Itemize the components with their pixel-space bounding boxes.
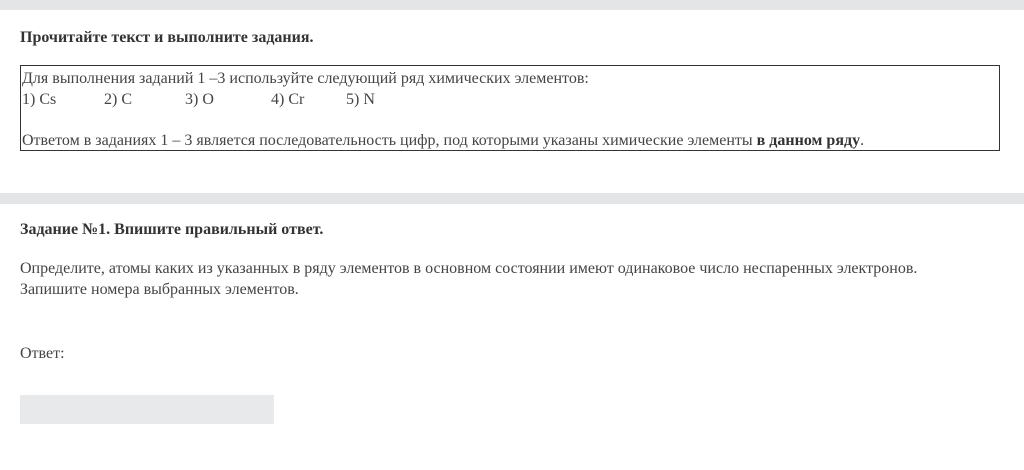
section-divider-band (0, 193, 1024, 204)
element-item-4: 4) Cr (271, 91, 305, 108)
info-line-answer-format (22, 130, 864, 151)
task-heading: Задание №1. Впишите правильный ответ. (20, 221, 324, 238)
element-item-5: 5) N (346, 91, 375, 108)
info-line-instructions: Для выполнения заданий 1 –3 используйте следующий ряд химических элементов: (22, 70, 589, 87)
task-instruction: Запишите номера выбранных элементов. (20, 280, 299, 298)
task-question: Определите, атомы каких из указанных в ряду элементов в основном состоянии имеют одинаковое число неспаренных электронов. (20, 260, 918, 277)
answer-format-emphasis: в данном ряду (756, 132, 861, 149)
elements-info-box (20, 65, 1000, 151)
top-divider-band (0, 0, 1024, 10)
task-body (20, 259, 999, 300)
element-item-2: 2) C (104, 91, 132, 108)
answer-label: Ответ: (20, 345, 65, 362)
element-item-1: 1) Cs (22, 91, 57, 108)
intro-heading: Прочитайте текст и выполните задания. (20, 29, 314, 46)
answer-format-text: Ответом в заданиях 1 – 3 является последовательность цифр, под которыми указаны химические элементы (22, 132, 757, 149)
answer-format-period: . (860, 132, 865, 149)
element-item-3: 3) O (185, 91, 214, 108)
answer-input[interactable] (20, 395, 274, 424)
